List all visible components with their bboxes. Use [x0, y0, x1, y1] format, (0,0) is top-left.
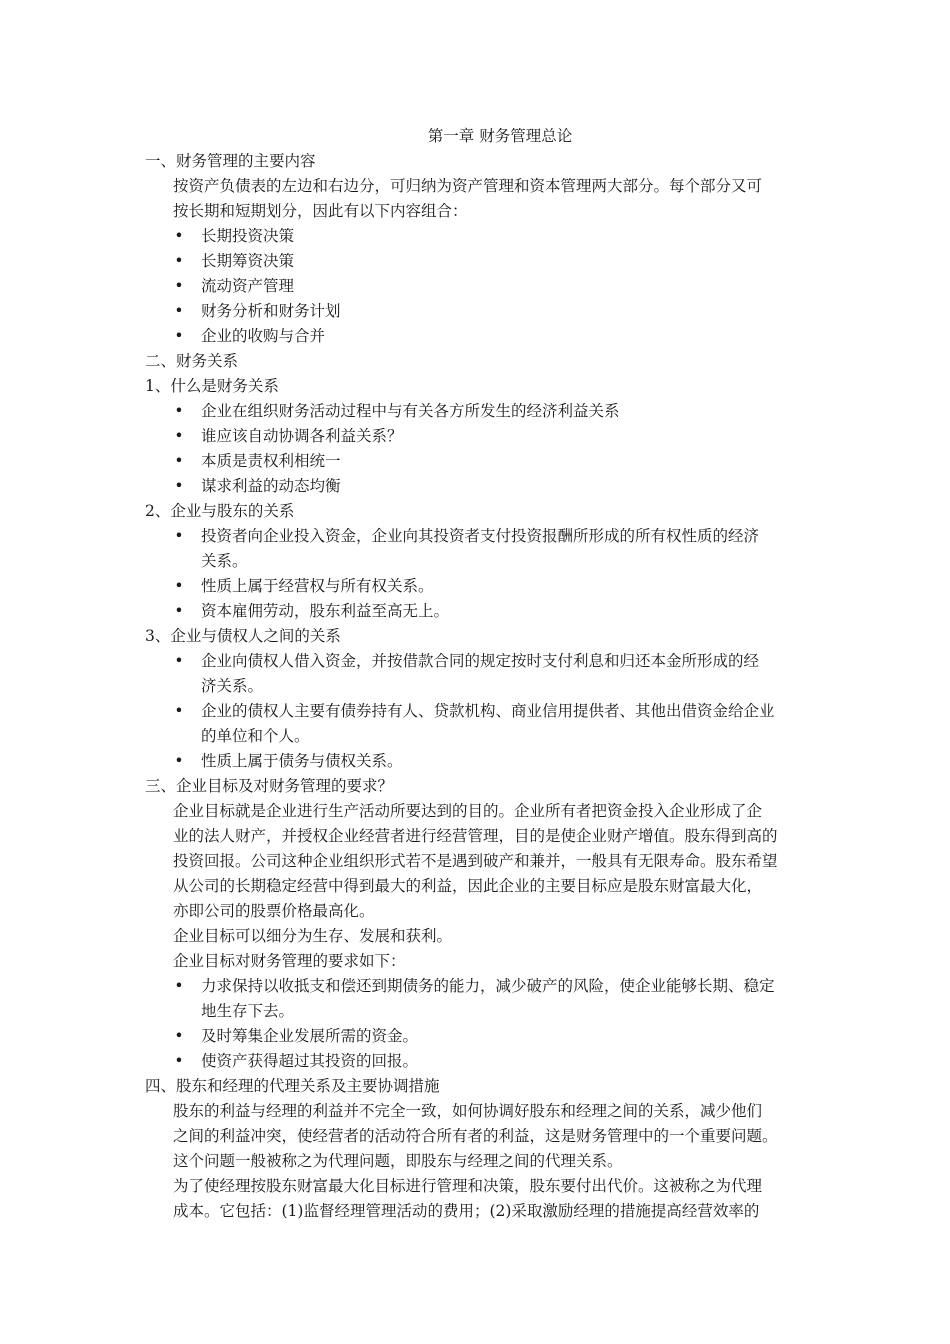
paragraph-line: 企业目标对财务管理的要求如下： [173, 952, 406, 970]
list-item-text: 资本雇佣劳动，股东利益至高无上。 [201, 602, 450, 620]
list-item-text: 企业向债权人借入资金，并按借款合同的规定按时支付利息和归还本金所形成的经 [201, 652, 760, 670]
list-item [145, 699, 815, 724]
list-item-text: 企业的收购与合并 [201, 327, 326, 345]
list-item [145, 474, 815, 499]
list-item [145, 599, 815, 624]
bullet-icon: • [174, 1052, 184, 1070]
section-heading: 四、股东和经理的代理关系及主要协调措施 [145, 1077, 440, 1095]
list-item [145, 449, 815, 474]
list-item-text: 及时筹集企业发展所需的资金。 [201, 1027, 419, 1045]
list-item [145, 524, 815, 549]
bullet-icon: • [174, 302, 184, 320]
chapter-title: 第一章 财务管理总论 [427, 127, 573, 145]
list-item-text: 本质是责权利相统一 [201, 452, 341, 470]
paragraph-line: 之间的利益冲突，使经营者的活动符合所有者的利益，这是财务管理中的一个重要问题。 [173, 1127, 778, 1145]
paragraph-line: 股东的利益与经理的利益并不完全一致，如何协调好股东和经理之间的关系，减少他们 [173, 1102, 763, 1120]
bullet-icon: • [174, 427, 184, 445]
paragraph-line: 按长期和短期划分，因此有以下内容组合： [173, 202, 468, 220]
list-item [145, 574, 815, 599]
bullet-icon: • [174, 752, 184, 770]
list-item-continuation: 关系。 [201, 552, 248, 570]
bullet-icon: • [174, 652, 184, 670]
bullet-icon: • [174, 477, 184, 495]
list-item-text: 财务分析和财务计划 [201, 302, 341, 320]
paragraph-line: 企业目标就是企业进行生产活动所要达到的目的。企业所有者把资金投入企业形成了企 [173, 802, 763, 820]
list-item-text: 流动资产管理 [201, 277, 295, 295]
paragraph-line: 从公司的长期稳定经营中得到最大的利益，因此企业的主要目标应是股东财富最大化， [173, 877, 763, 895]
list-item-text: 谋求利益的动态均衡 [201, 477, 341, 495]
list-item [145, 974, 815, 999]
bullet-icon: • [174, 327, 184, 345]
list-item-text: 谁应该自动协调各利益关系？ [201, 427, 403, 445]
bullet-icon: • [174, 577, 184, 595]
bullet-icon: • [174, 1027, 184, 1045]
list-item-continuation: 济关系。 [201, 677, 264, 695]
bullet-icon: • [174, 252, 184, 270]
list-item-continuation: 地生存下去。 [201, 1002, 295, 1020]
paragraph-line: 按资产负债表的左边和右边分，可归纳为资产管理和资本管理两大部分。每个部分又可 [173, 177, 763, 195]
bullet-icon: • [174, 227, 184, 245]
list-item [145, 299, 815, 324]
paragraph-line: 投资回报。公司这种企业组织形式若不是遇到破产和兼并，一般具有无限寿命。股东希望 [173, 852, 778, 870]
section-heading: 二、财务关系 [145, 352, 239, 370]
bullet-icon: • [174, 277, 184, 295]
list-item-continuation: 的单位和个人。 [201, 727, 310, 745]
list-item-text: 使资产获得超过其投资的回报。 [201, 1052, 419, 1070]
list-item-text: 长期筹资决策 [201, 252, 295, 270]
bullet-icon: • [174, 602, 184, 620]
list-item-text: 长期投资决策 [201, 227, 295, 245]
list-item [145, 749, 815, 774]
paragraph-line: 亦即公司的股票价格最高化。 [173, 902, 375, 920]
bullet-icon: • [174, 977, 184, 995]
list-item [145, 1049, 815, 1074]
bullet-icon: • [174, 452, 184, 470]
list-item-text: 力求保持以收抵支和偿还到期债务的能力，减少破产的风险，使企业能够长期、稳定 [201, 977, 775, 995]
list-item-text: 性质上属于债务与债权关系。 [201, 752, 403, 770]
section-heading: 2、企业与股东的关系 [145, 502, 295, 520]
list-item-text: 企业的债权人主要有债券持有人、贷款机构、商业信用提供者、其他出借资金给企业 [201, 702, 775, 720]
section-heading: 一、财务管理的主要内容 [145, 152, 316, 170]
bullet-icon: • [174, 402, 184, 420]
paragraph-line: 成本。它包括：(1)监督经理管理活动的费用；(2)采取激励经理的措施提高经营效率的 [173, 1202, 760, 1220]
list-item [145, 249, 815, 274]
paragraph-line: 业的法人财产，并授权企业经营者进行经营管理，目的是使企业财产增值。股东得到高的 [173, 827, 778, 845]
paragraph-line: 这个问题一般被称之为代理问题，即股东与经理之间的代理关系。 [173, 1152, 623, 1170]
list-item [145, 649, 815, 674]
bullet-icon: • [174, 527, 184, 545]
list-item-text: 投资者向企业投入资金，企业向其投资者支付投资报酬所形成的所有权性质的经济 [201, 527, 760, 545]
paragraph-line: 企业目标可以细分为生存、发展和获利。 [173, 927, 453, 945]
section-heading: 1、什么是财务关系 [145, 377, 279, 395]
document-body [145, 124, 815, 1224]
list-item-text: 企业在组织财务活动过程中与有关各方所发生的经济利益关系 [201, 402, 620, 420]
list-item [145, 399, 815, 424]
list-item [145, 274, 815, 299]
list-item-text: 性质上属于经营权与所有权关系。 [201, 577, 434, 595]
bullet-icon: • [174, 702, 184, 720]
list-item [145, 224, 815, 249]
list-item [145, 324, 815, 349]
section-heading: 3、企业与债权人之间的关系 [145, 627, 341, 645]
section-heading: 三、企业目标及对财务管理的要求？ [145, 777, 394, 795]
paragraph-line: 为了使经理按股东财富最大化目标进行管理和决策，股东要付出代价。这被称之为代理 [173, 1177, 763, 1195]
list-item [145, 1024, 815, 1049]
list-item [145, 424, 815, 449]
